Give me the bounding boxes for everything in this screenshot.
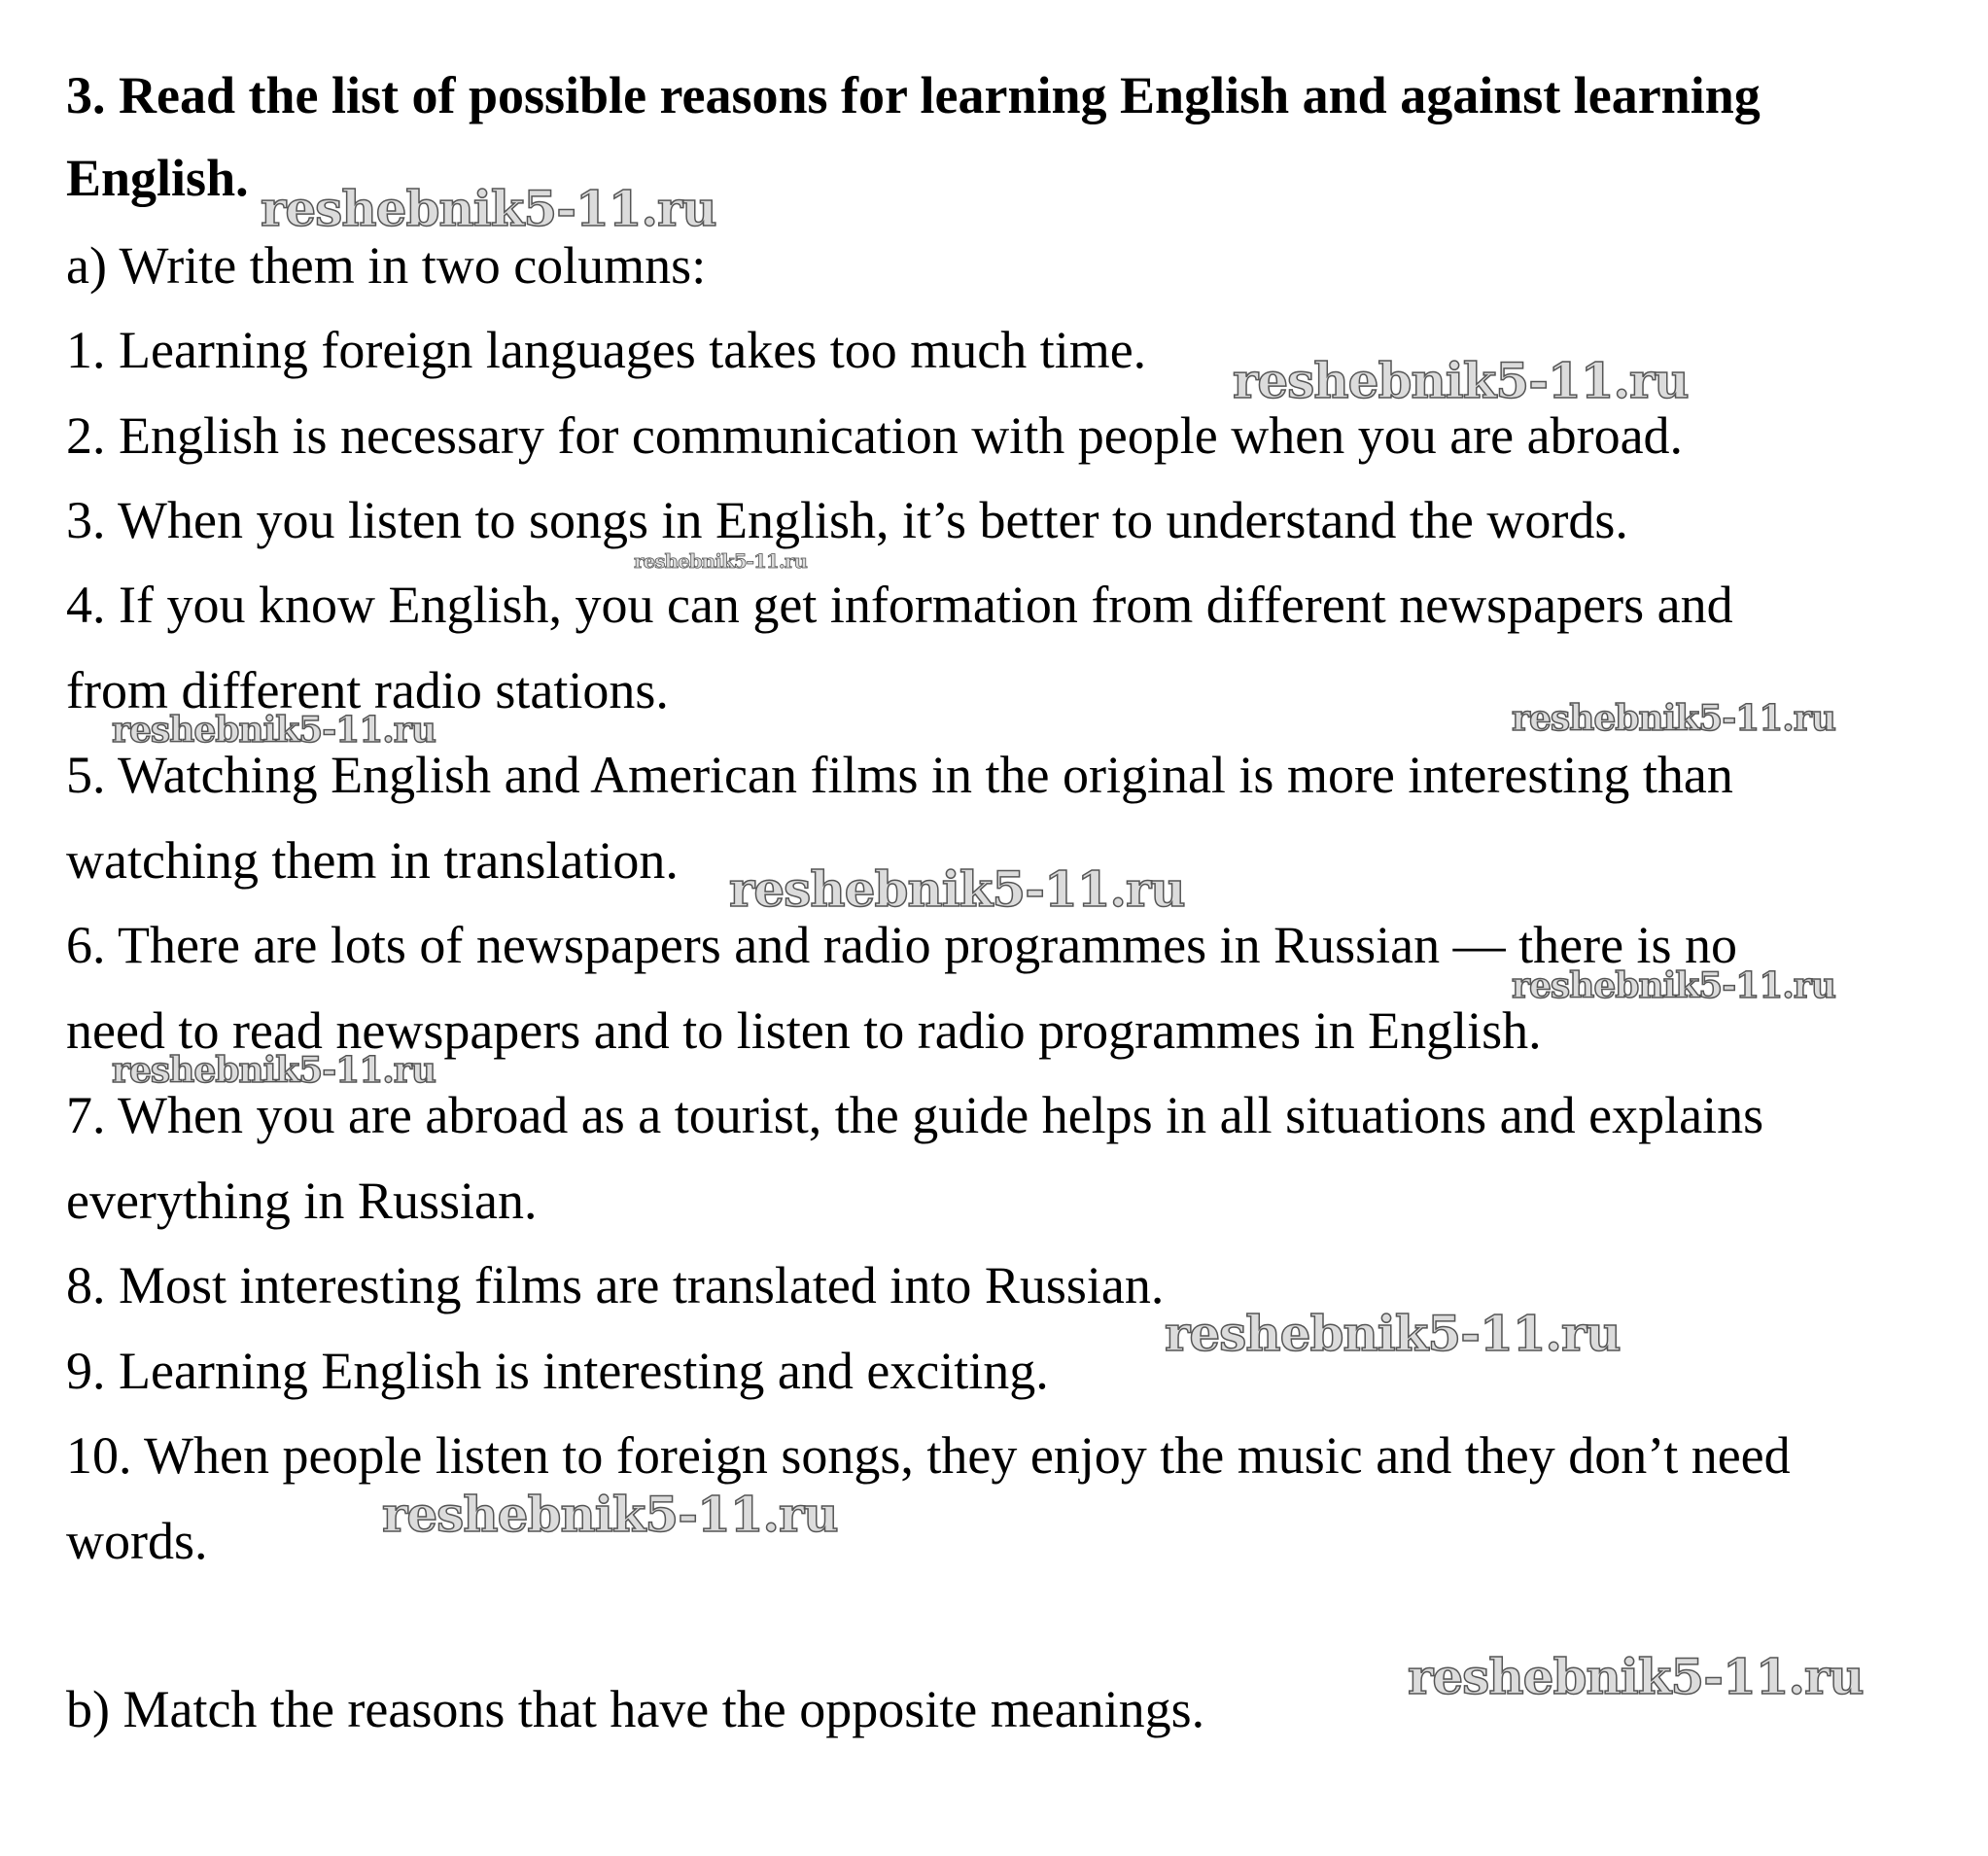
reason-line: 6. There are lots of newspapers and radio programmes in Russian — there is no (66, 916, 1738, 974)
watermark: reshebnik5-11.ru (1233, 352, 1689, 409)
reason-line: 5. Watching English and American films in the original is more interesting than (66, 746, 1733, 804)
reason-line: from different radio stations. (66, 661, 669, 719)
watermark: reshebnik5-11.ru (112, 710, 436, 751)
reason-line: watching them in translation. (66, 831, 679, 890)
reason-line: 1. Learning foreign languages takes too much time. (66, 321, 1147, 379)
reason-line: everything in Russian. (66, 1172, 538, 1230)
watermark: reshebnik5-11.ru (112, 1050, 436, 1091)
reason-line: 7. When you are abroad as a tourist, the guide helps in all situations and explains (66, 1086, 1764, 1144)
part-a-instruction: a) Write them in two columns: (66, 236, 707, 295)
reason-line: 4. If you know English, you can get information from different newspapers and (66, 576, 1733, 634)
watermark: reshebnik5-11.ru (261, 180, 716, 237)
watermark: reshebnik5-11.ru (1408, 1648, 1864, 1705)
watermark: reshebnik5-11.ru (1512, 965, 1835, 1006)
watermark: reshebnik5-11.ru (1512, 698, 1835, 739)
reason-line: 8. Most interesting films are translated into Russian. (66, 1256, 1165, 1314)
watermark: reshebnik5-11.ru (382, 1486, 838, 1543)
exercise-heading-line-2: English. (66, 149, 249, 207)
reason-line: 10. When people listen to foreign songs, they enjoy the music and they don’t need (66, 1426, 1791, 1485)
watermark: reshebnik5-11.ru (634, 549, 807, 573)
reason-line: 2. English is necessary for communication with people when you are abroad. (66, 406, 1684, 465)
watermark: reshebnik5-11.ru (1165, 1305, 1621, 1362)
reason-line: need to read newspapers and to listen to radio programmes in English. (66, 1001, 1542, 1060)
reason-line: 3. When you listen to songs in English, it’s better to understand the words. (66, 491, 1628, 549)
watermark: reshebnik5-11.ru (729, 860, 1185, 918)
reason-line: 9. Learning English is interesting and exciting. (66, 1342, 1049, 1400)
exercise-heading-line-1: 3. Read the list of possible reasons for learning English and against learning (66, 66, 1761, 124)
reason-line: words. (66, 1512, 208, 1570)
part-b-instruction: b) Match the reasons that have the opposite meanings. (66, 1680, 1205, 1738)
